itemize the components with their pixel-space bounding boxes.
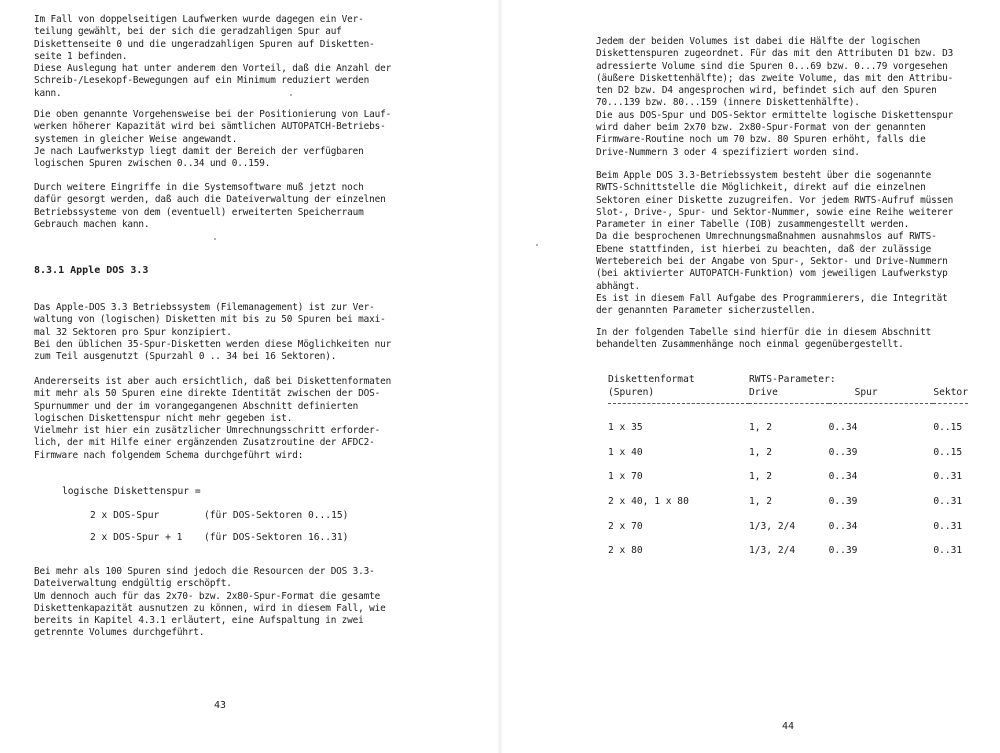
table-cell: 1, 2 (748, 446, 773, 458)
table-row (608, 440, 968, 465)
table-cell: 0..31 (933, 495, 963, 507)
table-cell: 1 x 40 (608, 446, 643, 458)
paragraph-volume-split: Bei mehr als 100 Spuren sind jedoch die Resourcen der DOS 3.3- Dateiverwaltung endgültig erschöpft. Um dennoch auch für das 2x70- bzw. 2x80-Spur-Format die gesamte Diskettenkapazität ausnutzen zu können, wird in diesem Fall, wie bereits in Kapitel 4.3.1 erläutert, eine Aufspaltung in zwei getrennte Volumes durchgeführt. (34, 566, 386, 639)
table-row (608, 404, 968, 441)
table-cell: 0..15 (933, 421, 963, 433)
paragraph-dos-capacity: Das Apple-DOS 3.3 Betriebssystem (Filemanagement) ist zur Ver- waltung von (logischen) Disketten mit bis zu 50 Spuren bei maxi- mal 32 Sektoren pro Spur konzipiert. Bei den üblichen 35-Spur-Disketten werden diese Möglichkeiten nur zum Teil ausgenutzt (Spurzahl 0 .. 34 bei 16 Sektoren). (34, 302, 392, 363)
formula-lhs: logische Diskettenspur = (62, 486, 201, 497)
table-header-cell (933, 374, 968, 387)
table-cell: 0..34 (828, 421, 858, 433)
disk-format-table (608, 374, 968, 563)
table-cell: 0..39 (828, 446, 858, 458)
table-header-cell: Spur (829, 387, 934, 404)
formula-line1-condition: (für DOS-Sektoren 0...15) (204, 510, 349, 521)
table-row (608, 538, 968, 563)
formula-line1-expr: 2 x DOS-Spur (90, 510, 160, 521)
table-row (608, 489, 968, 514)
page-number-left: 43 (214, 700, 227, 711)
table-cell: 1, 2 (748, 471, 773, 483)
table-cell: 0..34 (828, 471, 858, 483)
table-row (608, 514, 968, 539)
table-cell: 0..34 (828, 520, 858, 532)
table-header-cell: RWTS-Parameter: (748, 374, 836, 385)
table-cell: 0..31 (933, 520, 963, 532)
formula-line2-condition: (für DOS-Sektoren 16..31) (204, 532, 349, 543)
table-header-cell: Drive (749, 387, 829, 404)
table-cell: 1, 2 (748, 495, 773, 507)
table-cell: 0..39 (828, 545, 858, 557)
table-cell: 0..31 (933, 471, 963, 483)
paragraph-drive-layout: Im Fall von doppelseitigen Laufwerken wurde dagegen ein Ver- teilung gewählt, bei der sich die geradzahligen Spur auf Diskettenseite 0 und die ungeradzahligen Spuren auf Disketten- seite 1 befinden. Diese Auslegung hat unter anderem den Vorteil, daß die Anzahl der Schreib-/Lesekopf-Bewegungen auf ein Minimum reduziert werden kann. (34, 14, 392, 99)
table-cell: 2 x 80 (608, 545, 643, 557)
table-cell: 0..15 (933, 446, 963, 458)
scan-speck (290, 94, 292, 96)
scan-speck (536, 244, 538, 246)
table-header-row (608, 374, 968, 387)
table-cell: 1/3, 2/4 (748, 520, 796, 532)
table-header-cell: Sektor (933, 387, 968, 404)
right-page (500, 0, 1000, 753)
table-header-cell: Diskettenformat (608, 374, 695, 385)
table-cell: 0..31 (933, 545, 963, 557)
table-cell: 2 x 40, 1 x 80 (608, 495, 689, 507)
paragraph-rwts-interface: Beim Apple DOS 3.3-Betriebssystem besteht über die sogenannte RWTS-Schnittstelle die Möglichkeit, direkt auf die einzelnen Sektoren einer Diskette zuzugreifen. Vor jedem RWTS-Aufruf müssen Slot-, Drive-, Spur- und Sektor-Nummer, sowie eine Reihe weiterer Parameter in einer Tabelle (IOB) zusammengestellt werden. Da die besprochenen Umrechnungsmaßnahmen ausnahmslos auf RWTS- Ebene stattfinden, ist hierbei zu beachten, daß der zulässige Wertebereich bei der Angabe von Spur-, Sektor- und Drive-Nummern (bei aktivierter AUTOPATCH-Funktion) vom jeweiligen Laufwerkstyp abhängt. Es ist in diesem Fall Aufgabe des Programmierers, die Integrität der genannten Parameter sicherzustellen. (596, 170, 954, 317)
scan-speck (214, 238, 216, 240)
paragraph-track-conversion: Andererseits ist aber auch ersichtlich, daß bei Diskettenformaten mit mehr als 50 Spuren eine direkte Identität zwischen der DOS- Spurnummer und der im vorangegangenen Abschnitt definierten logischen Diskettenspur nicht mehr gegeben ist. Vielmehr ist hier ein zusätzlicher Umrechnungsschritt erforder- lich, der mit Hilfe einer ergänzenden Zusatzroutine der AFDC2- Firmware nach folgendem Schema durchgeführt wird: (34, 376, 392, 461)
paragraph-system-software: Durch weitere Eingriffe in die Systemsoftware muß jetzt noch dafür gesorgt werden, daß auch die Dateiverwaltung der einzelnen Betriebssysteme von dem (eventuell) erweiterten Speicherraum Gebrauch machen kann. (34, 182, 386, 230)
page-number-right: 44 (782, 721, 795, 732)
table-cell: 1/3, 2/4 (748, 545, 796, 557)
section-heading: 8.3.1 Apple DOS 3.3 (34, 265, 149, 276)
table-header-row (608, 387, 968, 404)
paragraph-autopatch-positioning: Die oben genannte Vorgehensweise bei der Positionierung von Lauf- werken höherer Kapazität wird bei sämtlichen AUTOPATCH-Betriebs- systemen in gleicher Weise angewandt. Je nach Laufwerkstyp liegt damit der Bereich der verfügbaren logischen Spuren zwischen 0..34 und 0..159. (34, 109, 392, 170)
paragraph-table-intro: In der folgenden Tabelle sind hierfür die in diesem Abschnitt behandelten Zusammenhänge noch einmal gegenübergestellt. (596, 327, 932, 351)
paragraph-volume-halves: Jedem der beiden Volumes ist dabei die Hälfte der logischen Diskettenspuren zugeordnet. Für das mit den Attributen D1 bzw. D3 adressierte Volume sind die Spuren 0...69 bzw. 0...79 vorgesehen (äußere Diskettenhälfte); das zweite Volume, das mit den Attribu- ten D2 bzw. D4 angesprochen wird, befindet sich auf den Spuren 70...139 bzw. 80...159 (innere Diskettenhälfte). Die aus DOS-Spur und DOS-Sektor ermittelte logische Diskettenspur wird daher beim 2x70 bzw. 2x80-Spur-Format von der genannten Firmware-Routine noch um 70 bzw. 80 Spuren erhöht, falls die Drive-Nummern 3 oder 4 spezifiziert worden sind. (596, 36, 954, 158)
table-cell: 1 x 70 (608, 471, 643, 483)
table-cell: 0..39 (828, 495, 858, 507)
table-cell: 1 x 35 (608, 421, 643, 433)
table-header-cell: (Spuren) (608, 387, 749, 404)
formula-line2-expr: 2 x DOS-Spur + 1 (90, 532, 183, 543)
table-row (608, 465, 968, 490)
table-cell: 1, 2 (748, 421, 773, 433)
table-cell: 2 x 70 (608, 520, 643, 532)
